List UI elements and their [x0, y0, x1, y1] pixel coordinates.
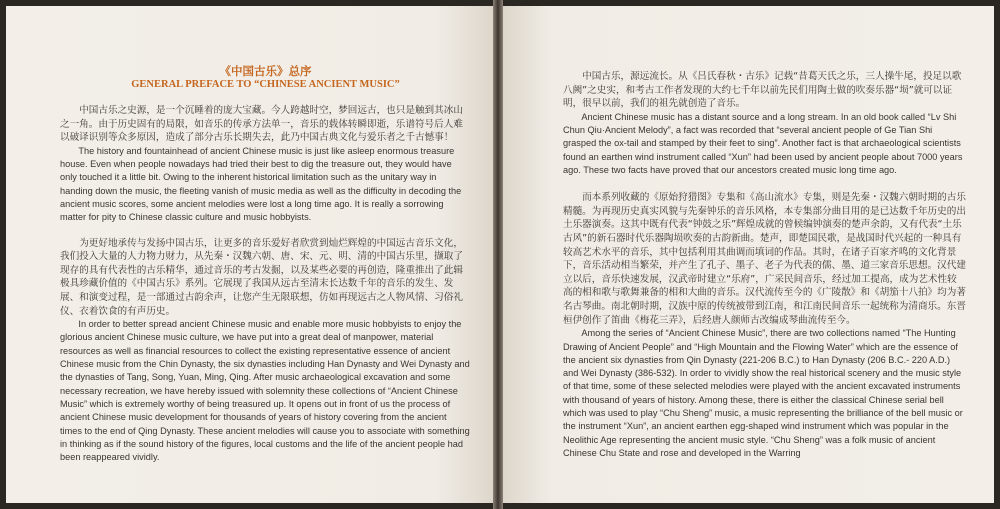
preface-title-english: GENERAL PREFACE TO “CHINESE ANCIENT MUSIC” — [131, 79, 400, 90]
right-paragraph-1-english: Ancient Chinese music has a distant source and a long stream. In an old book called “Lv Shi Chun Qiu·Ancient Melody”, a fact was recorded that “several ancient people of Ge Tian Shi grasped the ox-tail and stamped by their feet to sing”. Another fact is that archaeological scientists found an earthen wind instrument called “Xun” had been used by ancient people about 7000 years ago. These two facts have proved that our ancestors created music long time ago. — [563, 111, 963, 175]
left-paragraph-1-english: The history and fountainhead of ancient Chinese music is just like asleep enormous treasure house. Even when people nowadays had tried their best to dig the treasure out, they would have only touched it a little bit. Owing to the inherent historical limitation such as the unitary way in handing down the music, the fleeting vanish of music media as well as the difficulty in decoding the ancient music scores, some ancient melodies were lost a long time ago. It is really a sorrowing matter for pity to Chinese classic culture and music hobbyists. — [60, 145, 462, 223]
left-paragraph-2-chinese: 为更好地承传与发扬中国古乐，让更多的音乐爱好者欣赏到灿烂辉煌的中国远古音乐文化，我们投入大量的人力物力财力，从先秦・汉魏六朝、唐、宋、元、明、清的中国古乐里，撷取了现存的具有代表性的古乐精华，通过音乐的考古发掘，以及某些必要的再创造，隆重推出了此辑极具珍藏价值的《中国古乐》系列。它展现了我国从远古至清末长达数千年的音乐的发生、发展、和演变过程，是一部通过古韵余声，让您产生无限联想，仿如再现远古之人物风情、习俗礼仪、衣着饮食的有声历史。 — [60, 237, 463, 317]
left-page — [6, 6, 493, 503]
preface-title-chinese: 《中国古乐》总序 — [219, 64, 312, 78]
paragraph-spacer — [60, 225, 471, 237]
left-paragraph-1-chinese: 中国古乐之史源，是一个沉睡着的庞大宝藏。今人跨越时空，梦回远古，也只是触到其冰山之一角。由于历史固有的局限，如音乐的传承方法单一，音乐的载体转瞬即逝，乐谱符号后人难以破译识别等众多原因，造成了部分古乐长期失去，此乃中国古典文化与爱乐者之千古憾事！ — [60, 105, 463, 144]
paragraph-spacer — [563, 177, 966, 191]
right-paragraph-2-english: Among the series of “Ancient Chinese Music”, there are two collections named “The Hunting Drawing of Ancient People” and “High Mountain and the Flowing Water” which are the essence of the ancient six dynasties from Qin Dynasty (221-206 B.C.) to Han Dynasty (206 B.C.- 220 A.D.) and Wei Dynasty (386-532). In order to vividly show the real historical scenery and the music style of that time, some of these selected melodies were played with the ancient excavated instruments with thousand of years of history. Among these, there is either the classical Chinese serial bell which was used to play “Chu Sheng” music, a music representing the brilliance of the bell music or the instrument “Xun”, an ancient earthen egg-shaped wind instrument which was popular in the Neolithic Age representing the ancient music style. “Chu Sheng” was a folk music of ancient Chinese Chu State and rose and developed in the Warring — [563, 328, 963, 458]
right-page — [503, 6, 994, 503]
book-gutter — [493, 0, 503, 509]
right-paragraph-1-chinese: 中国古乐，源远流长。从《吕氏春秋・古乐》记载“昔葛天氏之乐，三人操牛尾，投足以歌八阙”之史实，和考古工作者发现的大约七千年以前先民们用陶土做的吹奏乐器“埙”就可以证明，很早以前，我们的祖先就创造了音乐。 — [563, 71, 962, 110]
right-paragraph-2-chinese: 而本系列收藏的《原始狩猎图》专集和《高山流水》专集，则是先秦・汉魏六朝时期的古乐精髓。为再现历史真实风貌与先秦钟乐的音乐风格，本专集部分曲目用的是已达数千年历史的出土乐器演奏。这其中既有代表“钟鼓之乐”辉煌成就的曾候编钟演奏的楚声余韵，又有代表“土乐古风”的新石器时代乐器陶埙吹奏的古韵新曲。楚声，即楚国民歌，是战国时代兴起的一种具有较高艺术水平的音乐，其中包括利用其曲调而填词的作品。其时，在诸子百家齐鸣的文化背景下，音乐活动相当繁荣，并产生了孔子、墨子、老子为代表的儒、墨、道三家音乐思想。汉代建立以后，音乐快速发展，汉武帝时建立“乐府”，广采民间音乐，经过加工提高，成为艺术性较高的相和歌与歌舞兼备的相和大曲的音乐。汉代流传至今的《广陵散》和《胡笳十八拍》均为著名古琴曲。南北朝时期，汉族中原的传统被带到江南，和江南民间音乐一起统称为清商乐。东晋桓伊创作了笛曲《梅花三弄》，后经唐人颜师古改编成琴曲流传至今。 — [563, 192, 966, 326]
left-paragraph-2-english: In order to better spread ancient Chinese music and enable more music hobbyists to enjoy the glorious ancient Chinese music culture, we have put into a great deal of manpower, material resources as well as financial resources to collect the existing representative essence of ancient Chinese music from the Chin Dynasty, the six dynasties including Han Dynasty and Wei Dynasty and the dynasties of Tang, Song, Yuan, Ming, Qing. After music archaeological excavation and some necessary recreation, we have hereby issued with solemnity these collections of “Ancient Chinese Music” which is extremely worthy of being treasured up. It opens out in front of us the process of ancient Chinese music development for thousands of years of history covering from the ancient times to the end of Qing Dynasty. These ancient melodies will cause you to associate with something in thinking as if the sound history of the figures, local customs and the life of the ancient people had been reappeared vividly. — [60, 319, 470, 463]
